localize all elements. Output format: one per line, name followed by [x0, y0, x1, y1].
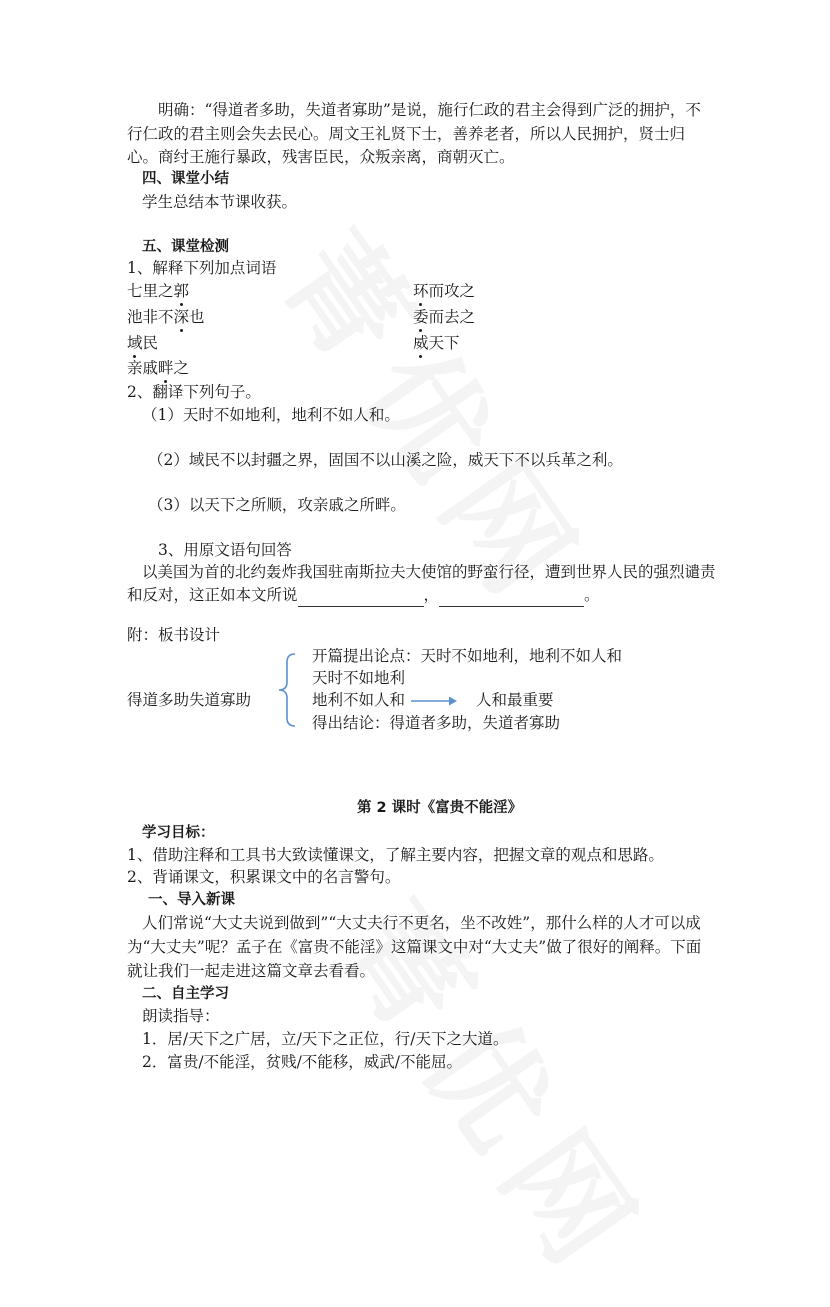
board-right-4: 得出结论：得道者多助，失道者寡助 [312, 714, 561, 732]
q1-item-c2: 威天下 [413, 334, 460, 352]
q3-text-line-2: 和反对，这正如本文所说 ， 。 [127, 584, 600, 607]
q3-text-line-1: 以美国为首的北约轰炸我国驻南斯拉夫大使馆的野蛮行径，遭到世界人民的强烈谴责 [142, 563, 716, 581]
q3-blank-2[interactable] [439, 588, 584, 607]
section-4-text: 学生总结本节课收获。 [142, 193, 298, 211]
board-right-1: 开篇提出论点：天时不如地利，地利不如人和 [312, 647, 623, 665]
board-right-2: 天时不如地利 [312, 669, 406, 687]
q1-item-b2: 委而去之 [413, 308, 476, 326]
q1-item-a2: 环而攻之 [413, 282, 476, 300]
intro-paragraph: 人们常说“大丈夫说到做到”“大丈夫行不更名，坐不改姓”，那什么样的人才可以成为“大丈夫”呢？孟子在《富贵不能淫》这篇课文中对“大丈夫”做了很好的阐释。下面就让我们一起走进这篇文章去看看。 [127, 914, 702, 980]
board-right-3b: 人和最重要 [476, 691, 554, 709]
q2-sentence-1: （1）天时不如地利，地利不如人和。 [142, 406, 400, 424]
q1-title: 1、解释下列加点词语 [127, 259, 277, 277]
section-1-title: 一、导入新课 [148, 892, 235, 908]
reading-guide-1: 1．居/天下之广居，立/天下之正位，行/天下之大道。 [142, 1030, 509, 1048]
lesson-2-title: 第 2 课时《富贵不能淫》 [357, 800, 523, 816]
board-title: 附：板书设计 [127, 626, 221, 644]
section-4-title: 四、课堂小结 [142, 171, 229, 187]
reading-guide-2: 2．富贵/不能淫，贫贱/不能移，威武/不能屈。 [142, 1053, 463, 1071]
board-brace [276, 652, 298, 728]
q3-title: 3、用原文语句回答 [158, 541, 292, 559]
board-right-3a: 地利不如人和 [312, 691, 406, 709]
q2-sentence-3: （3）以天下之所顺，攻亲戚之所畔。 [148, 496, 406, 514]
section-2-title: 二、自主学习 [142, 986, 229, 1002]
arrow-icon [410, 693, 458, 709]
learning-goal-2: 2、背诵课文，积累课文中的名言警句。 [127, 868, 401, 886]
section-5-title: 五、课堂检测 [142, 239, 229, 255]
q2-sentence-2: （2）域民不以封疆之界，固国不以山溪之险，威天下不以兵革之利。 [148, 451, 623, 469]
q1-item-a1: 七里之郭 [127, 282, 190, 300]
board-left-label: 得道多助失道寡助 [127, 691, 252, 709]
reading-guide-title: 朗读指导： [142, 1007, 220, 1025]
learning-goals-title: 学习目标： [142, 825, 215, 841]
q1-item-b1: 池非不深也 [127, 308, 205, 326]
q3-blank-1[interactable] [298, 588, 424, 607]
q2-title: 2、翻译下列句子。 [127, 383, 261, 401]
q1-item-c1: 域民 [127, 334, 159, 352]
q1-item-d1: 亲戚畔之 [127, 359, 190, 377]
mingque-paragraph: 明确：“得道者多助，失道者寡助”是说，施行仁政的君主会得到广泛的拥护，不行仁政的君主则会失去民心。周文王礼贤下士，善养老者，所以人民拥护，贤士归心。商纣王施行暴政，残害臣民，众叛亲离，商朝灭亡。 [127, 101, 701, 166]
learning-goal-1: 1、借助注释和工具书大致读懂课文，了解主要内容，把握文章的观点和思路。 [127, 846, 664, 864]
